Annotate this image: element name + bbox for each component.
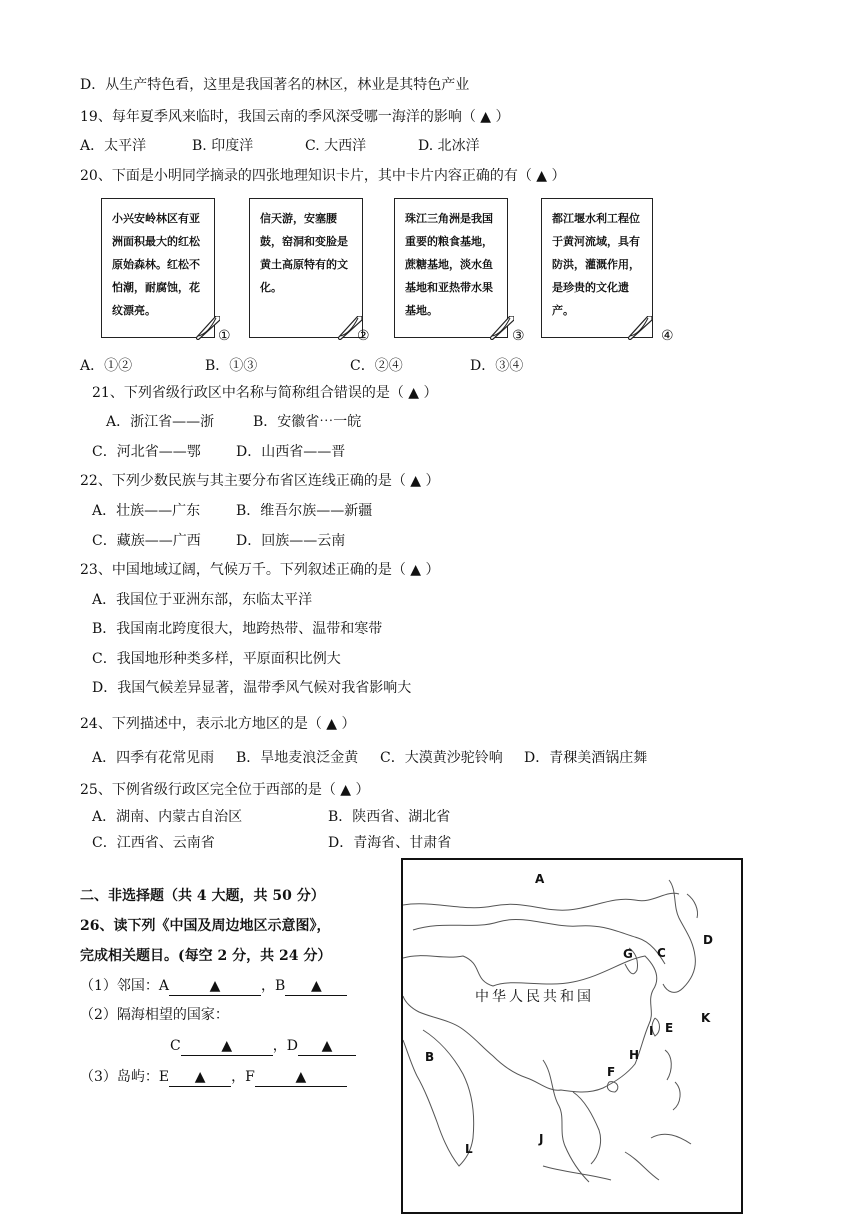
answer-blank-d[interactable]	[298, 1037, 356, 1056]
answer-blank-e[interactable]	[169, 1068, 231, 1087]
q26-part-2-blanks	[170, 1037, 356, 1056]
map-label-g: G	[623, 947, 633, 961]
q19-option-d: D. 北冰洋	[418, 138, 480, 154]
q19-question: 19、每年夏季风来临时，我国云南的季风深受哪一海洋的影响（ ▲ ）	[80, 109, 510, 125]
q20-option-d: D．③④	[470, 358, 524, 374]
q19-option-b: B. 印度洋	[192, 138, 254, 154]
part-1-mid: ，B	[261, 978, 286, 994]
answer-blank-f[interactable]	[255, 1068, 347, 1087]
answer-blank-b[interactable]	[285, 977, 347, 996]
card-text: 小兴安岭林区有亚洲面积最大的红松原始森林。红松不怕潮，耐腐蚀，花纹漂亮。	[101, 198, 215, 338]
page-curl-icon	[490, 316, 514, 340]
q23-option-d: D．我国气候差异显著，温带季风气候对我省影响大	[92, 680, 412, 696]
q24-option-a: A．四季有花常见雨	[92, 750, 215, 766]
map-label-e: E	[665, 1021, 674, 1035]
china-region-map	[401, 858, 743, 1214]
part-3-mid: ，F	[231, 1069, 255, 1085]
map-country-label: 中华人民共和国	[475, 989, 594, 1005]
card-number: ②	[357, 328, 370, 344]
q22-option-c: C．藏族——广西	[92, 533, 201, 549]
q23-option-b: B．我国南北跨度很大，地跨热带、温带和寒带	[92, 621, 383, 637]
q25-question: 25、下例省级行政区完全位于西部的是（ ▲ ）	[80, 782, 370, 798]
map-label-h: H	[629, 1048, 640, 1062]
q24-question: 24、下列描述中，表示北方地区的是（ ▲ ）	[80, 716, 356, 732]
part-2-c-label: C	[170, 1038, 181, 1054]
part-3-label: （3）岛屿：E	[80, 1069, 170, 1085]
blank-mark: ▲	[194, 1069, 206, 1085]
q24-option-c: C．大漠黄沙驼铃响	[380, 750, 503, 766]
card-text: 都江堰水利工程位于黄河流域，具有防洪，灌溉作用，是珍贵的文化遗产。	[541, 198, 653, 338]
map-label-i: I	[649, 1024, 654, 1038]
q20-question: 20、下面是小明同学摘录的四张地理知识卡片，其中卡片内容正确的有（ ▲ ）	[80, 168, 566, 184]
q23-question: 23、中国地域辽阔，气候万千。下列叙述正确的是（ ▲ ）	[80, 562, 440, 578]
q26-part-1	[80, 977, 347, 996]
card-number: ④	[661, 328, 674, 344]
answer-blank-a[interactable]	[169, 977, 261, 996]
q18-option-d: D．从生产特色看，这里是我国著名的林区，林业是其特色产业	[80, 77, 470, 93]
map-outline	[403, 860, 741, 1212]
page-curl-icon	[196, 316, 220, 340]
q21-option-c: C．河北省——鄂	[92, 444, 201, 460]
q20-option-b: B．①③	[205, 358, 258, 374]
map-label-a: A	[535, 872, 545, 886]
map-label-j: J	[539, 1132, 544, 1146]
q24-option-b: B．旱地麦浪泛金黄	[236, 750, 359, 766]
q26-part-3	[80, 1068, 347, 1087]
q26-line-1: 26、读下列《中国及周边地区示意图》，	[80, 918, 331, 934]
blank-mark: ▲	[221, 1038, 233, 1054]
map-label-c: C	[657, 946, 666, 960]
q19-option-c: C. 大西洋	[305, 138, 367, 154]
q21-option-a: A．浙江省——浙	[106, 414, 215, 430]
q26-line-2: 完成相关题目。(每空 2 分，共 24 分）	[80, 948, 332, 964]
q26-part-2: （2）隔海相望的国家：	[80, 1007, 229, 1023]
blank-mark: ▲	[321, 1038, 333, 1054]
card-text: 珠江三角洲是我国重要的粮食基地，蔗糖基地，淡水鱼基地和亚热带水果基地。	[394, 198, 508, 338]
q25-option-c: C．江西省、云南省	[92, 835, 215, 851]
q25-option-d: D．青海省、甘肃省	[328, 835, 452, 851]
blank-mark: ▲	[310, 978, 322, 994]
answer-blank-c[interactable]	[181, 1037, 273, 1056]
q19-option-a: A．太平洋	[80, 138, 147, 154]
q20-option-a: A．①②	[80, 358, 133, 374]
map-label-f: F	[607, 1065, 616, 1079]
card-number: ①	[218, 328, 231, 344]
page-curl-icon	[628, 316, 652, 340]
map-label-k: K	[701, 1011, 711, 1025]
q21-option-b: B．安徽省⋯一皖	[253, 414, 362, 430]
q23-option-c: C．我国地形种类多样，平原面积比例大	[92, 651, 341, 667]
card-number: ③	[512, 328, 525, 344]
part-2-mid: ，D	[272, 1038, 298, 1054]
q25-option-b: B．陕西省、湖北省	[328, 809, 451, 825]
part-1-label: （1）邻国：A	[80, 978, 170, 994]
blank-mark: ▲	[295, 1069, 307, 1085]
q21-question: 21、下列省级行政区中名称与简称组合错误的是（ ▲ ）	[92, 385, 438, 401]
q22-option-a: A．壮族——广东	[92, 503, 201, 519]
q20-option-c: C．②④	[350, 358, 403, 374]
map-label-b: B	[425, 1050, 435, 1064]
q21-option-d: D．山西省——晋	[236, 444, 346, 460]
q24-option-d: D．青稞美酒锅庄舞	[524, 750, 648, 766]
q22-option-b: B．维吾尔族——新疆	[236, 503, 373, 519]
map-label-d: D	[703, 933, 713, 947]
section-heading: 二、非选择题（共 4 大题，共 50 分）	[80, 888, 325, 904]
q25-option-a: A．湖南、内蒙古自治区	[92, 809, 243, 825]
q23-option-a: A．我国位于亚洲东部，东临太平洋	[92, 592, 313, 608]
blank-mark: ▲	[209, 978, 221, 994]
map-label-l: L	[465, 1142, 473, 1156]
q22-option-d: D．回族——云南	[236, 533, 346, 549]
q22-question: 22、下列少数民族与其主要分布省区连线正确的是（ ▲ ）	[80, 473, 440, 489]
card-text: 信天游，安塞腰鼓，窑洞和变脸是黄土高原特有的文化。	[249, 198, 363, 338]
